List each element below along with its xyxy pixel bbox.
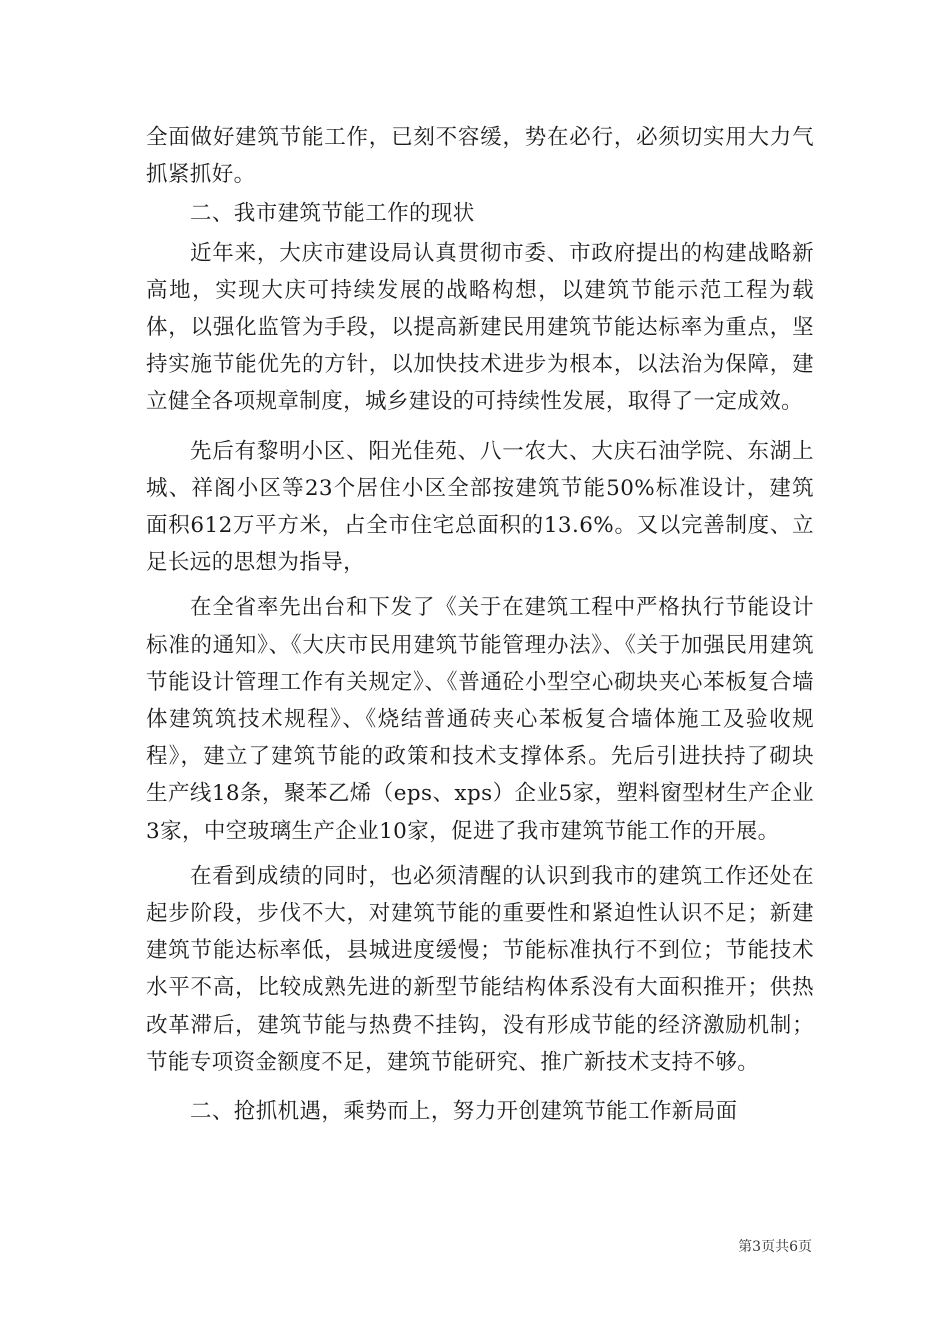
section-heading-current-status: 二、我市建筑节能工作的现状 [190,201,475,227]
page-number: 第3页共6页 [738,1239,812,1255]
paragraph-continuation: 全面做好建筑节能工作，已刻不容缓，势在必行，必须切实用大力气抓紧抓好。 [146,125,814,188]
document-body [146,119,814,1130]
paragraph-policy-documents: 在全省率先出台和下发了《关于在建筑工程中严格执行节能设计标准的通知》、《大庆市民用建筑节能管理办法》、《关于加强民用建筑节能设计管理工作有关规定》、《普通砼小型空心砌块夹心苯板复合墙体建筑筑技术规程》、《烧结普通砖夹心苯板复合墙体施工及验收规程》，建立了建筑节能的政策和技术支撑体系。先后引进扶持了砌块生产线18条，聚苯乙烯（eps、xps）企业5家，塑料窗型材生产企业3家，中空玻璃生产企业10家，促进了我市建筑节能工作的开展。 [146,595,814,844]
section-heading-seize-opportunity: 二、抢抓机遇，乘势而上，努力开创建筑节能工作新局面 [190,1099,738,1125]
paragraph-shortcomings: 在看到成绩的同时，也必须清醒的认识到我市的建筑工作还处在起步阶段，步伐不大，对建筑节能的重要性和紧迫性认识不足；新建建筑节能达标率低，县城进度缓慢；节能标准执行不到位；节能技术水平不高，比较成熟先进的新型节能结构体系没有大面积推开；供热改革滞后，建筑节能与热费不挂钩，没有形成节能的经济激励机制；节能专项资金额度不足，建筑节能研究、推广新技术支持不够。 [146,863,814,1075]
paragraph-recent-years: 近年来，大庆市建设局认真贯彻市委、市政府提出的构建战略新高地，实现大庆可持续发展的战略构想，以建筑节能示范工程为载体，以强化监管为手段，以提高新建民用建筑节能达标率为重点，坚持实施节能优先的方针，以加快技术进步为根本，以法治为保障，建立健全各项规章制度，城乡建设的可持续性发展，取得了一定成效。 [146,240,814,415]
paragraph-residential-communities: 先后有黎明小区、阳光佳苑、八一农大、大庆石油学院、东湖上城、祥阁小区等23个居住小区全部按建筑节能50%标准设计，建筑面积612万平方米，占全市住宅总面积的13.6%。又以完善制度、立足长远的思想为指导， [146,438,814,576]
